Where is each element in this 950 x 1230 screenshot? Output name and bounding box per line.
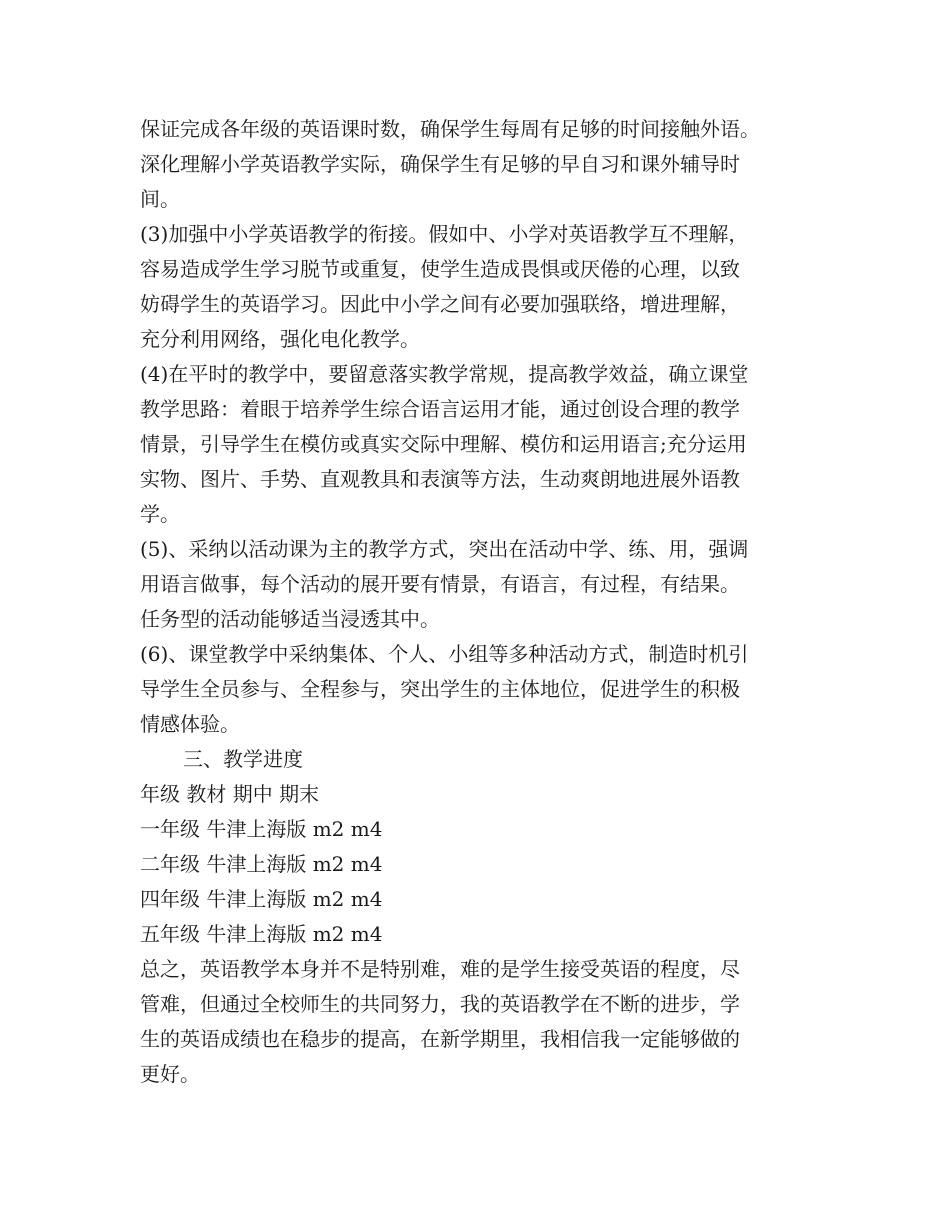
schedule-row: 二年级 牛津上海版 m2 m4 (140, 852, 383, 876)
text-line-2: 深化理解小学英语教学实际，确保学生有足够的早自习和课外辅导时 (140, 152, 740, 176)
text-line-9: 教学思路：着眼于培养学生综合语言运用才能，通过创设合理的教学 (140, 397, 740, 421)
text-line-26: 管难，但通过全校师生的共同努力，我的英语教学在不断的进步，学 (140, 992, 740, 1016)
text-line-27: 生的英语成绩也在稳步的提高，在新学期里，我相信我一定能够做的 (140, 1027, 740, 1051)
text-line-14: 用语言做事，每个活动的展开要有情景，有语言，有过程，有结果。 (140, 572, 740, 596)
text-line-4: (3)加强中小学英语教学的衔接。假如中、小学对英语教学互不理解， (140, 222, 749, 246)
schedule-row: 五年级 牛津上海版 m2 m4 (140, 922, 383, 946)
text-line-8: (4)在平时的教学中，要留意落实教学常规，提高教学效益，确立课堂 (140, 362, 749, 386)
text-line-13: (5)、采纳以活动课为主的教学方式，突出在活动中学、练、用，强调 (140, 537, 749, 561)
schedule-row: 一年级 牛津上海版 m2 m4 (140, 817, 383, 841)
text-line-16: (6)、课堂教学中采纳集体、个人、小组等多种活动方式，制造时机引 (140, 642, 749, 666)
text-line-5: 容易造成学生学习脱节或重复，使学生造成畏惧或厌倦的心理，以致 (140, 257, 740, 281)
text-line-25: 总之，英语教学本身并不是特别难，难的是学生接受英语的程度，尽 (140, 957, 740, 981)
text-line-11: 实物、图片、手势、直观教具和表演等方法，生动爽朗地进展外语教 (140, 467, 740, 491)
text-line-7: 充分利用网络，强化电化教学。 (140, 327, 420, 351)
text-line-18: 情感体验。 (140, 712, 240, 736)
text-line-3: 间。 (140, 187, 180, 211)
text-line-12: 学。 (140, 502, 180, 526)
text-line-15: 任务型的活动能够适当浸透其中。 (140, 607, 440, 631)
text-line-1: 保证完成各年级的英语课时数，确保学生每周有足够的时间接触外语。 (140, 117, 760, 141)
schedule-header-row: 年级 教材 期中 期末 (140, 782, 320, 806)
section-heading: 三、教学进度 (183, 747, 303, 771)
text-line-28: 更好。 (140, 1062, 200, 1086)
document-body (140, 112, 830, 1092)
text-line-17: 导学生全员参与、全程参与，突出学生的主体地位，促进学生的积极 (140, 677, 740, 701)
schedule-row: 四年级 牛津上海版 m2 m4 (140, 887, 383, 911)
text-line-6: 妨碍学生的英语学习。因此中小学之间有必要加强联络，增进理解， (140, 292, 740, 316)
text-line-10: 情景，引导学生在模仿或真实交际中理解、模仿和运用语言;充分运用 (140, 432, 747, 456)
